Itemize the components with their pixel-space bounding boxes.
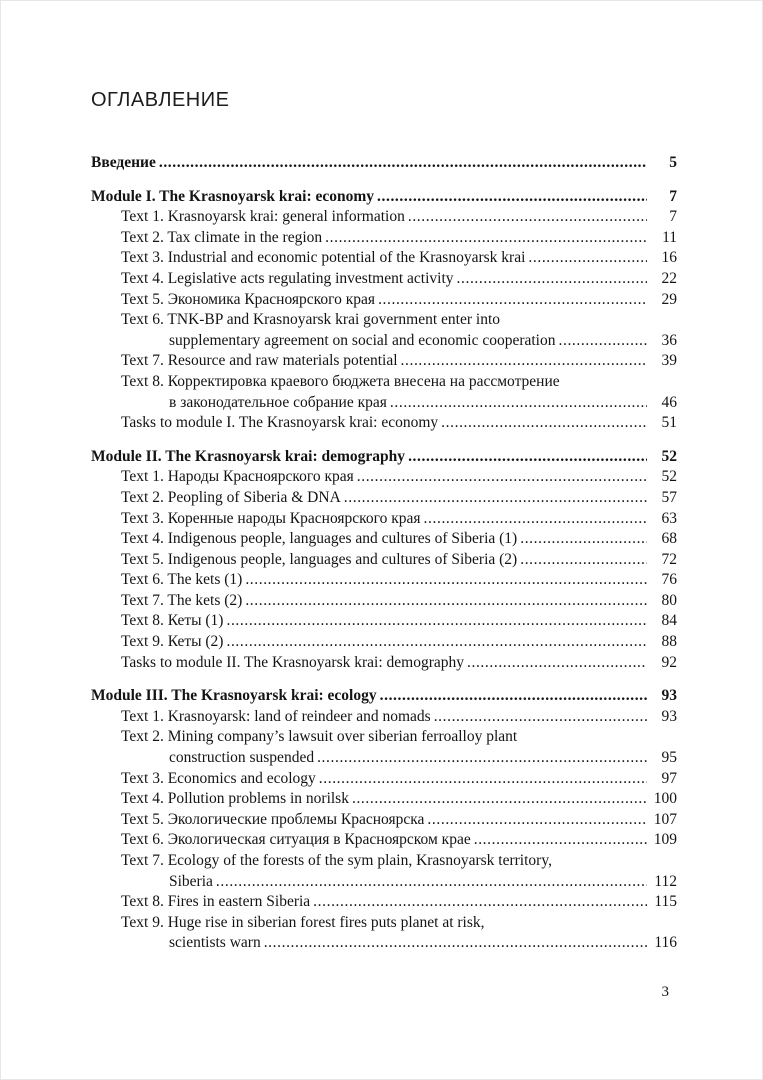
toc-row (91, 351, 677, 372)
toc-page-number: 68 (661, 530, 677, 548)
dot-leader (380, 686, 647, 707)
toc-row (91, 310, 677, 331)
toc-entry-text: Text 4. Indigenous people, languages and cultures of Siberia (1) (121, 530, 518, 548)
dot-leader (357, 467, 647, 488)
toc-entry-text: Text 8. Корректировка краевого бюджета внесена на рассмотрение (121, 372, 560, 390)
toc-entry-text: Text 3. Коренные народы Красноярского края (121, 509, 421, 527)
toc-row (91, 872, 677, 893)
toc-page-number: 46 (661, 393, 677, 411)
dot-leader (528, 248, 647, 269)
toc-row (91, 290, 677, 311)
dot-leader (408, 207, 647, 228)
toc-page-number: 115 (654, 893, 677, 911)
footer-page-number: 3 (661, 984, 669, 1000)
toc-page-number: 116 (654, 934, 677, 952)
toc-row (91, 892, 677, 913)
toc-row (91, 187, 677, 208)
toc-list (91, 153, 677, 954)
dot-leader (408, 447, 647, 468)
dot-leader (245, 570, 647, 591)
toc-entry-text: Text 5. Экологические проблемы Красноярска (121, 810, 425, 828)
dot-leader (520, 529, 647, 550)
toc-row (91, 228, 677, 249)
toc-page-number: 52 (661, 468, 677, 486)
dot-leader (427, 810, 647, 831)
toc-row (91, 488, 677, 509)
toc-row (91, 447, 677, 468)
dot-leader (424, 509, 647, 530)
toc-row (91, 653, 677, 674)
toc-entry-text: Text 8. Fires in eastern Siberia (121, 893, 311, 911)
toc-page-number: 7 (669, 187, 677, 205)
toc-page-number: 63 (661, 509, 677, 527)
dot-leader (441, 413, 647, 434)
toc-row (91, 248, 677, 269)
toc-entry-text: Text 5. Indigenous people, languages and cultures of Siberia (2) (121, 550, 518, 568)
dot-leader (377, 187, 647, 208)
toc-row (91, 769, 677, 790)
toc-page-number: 92 (661, 653, 677, 671)
toc-row (91, 851, 677, 872)
dot-leader (378, 290, 647, 311)
dot-leader (245, 591, 647, 612)
dot-leader (352, 789, 647, 810)
toc-row (91, 913, 677, 934)
toc-page-number: 36 (661, 331, 677, 349)
toc-row (91, 570, 677, 591)
dot-leader (317, 748, 647, 769)
dot-leader (226, 611, 647, 632)
toc-entry-text: Text 6. TNK-BP and Krasnoyarsk krai government enter into (121, 311, 501, 329)
toc-entry-text: Text 5. Экономика Красноярского края (121, 290, 376, 308)
dot-leader (401, 351, 647, 372)
toc-entry-text: Text 4. Pollution problems in norilsk (121, 790, 349, 808)
toc-entry-text: Text 7. Resource and raw materials potential (121, 352, 398, 370)
toc-row (91, 372, 677, 393)
toc-page-number: 16 (661, 249, 677, 267)
toc-page-number: 95 (661, 749, 677, 767)
toc-page-number: 5 (669, 154, 677, 171)
toc-entry-text: Text 2. Tax climate in the region (121, 228, 323, 246)
toc-entry-text: Text 6. The kets (1) (121, 571, 243, 589)
page-title: ОГЛАВЛЕНИЕ (91, 89, 230, 111)
toc-row (91, 810, 677, 831)
toc-row (91, 509, 677, 530)
toc-page-number: 88 (661, 633, 677, 651)
toc-entry-text: Tasks to module I. The Krasnoyarsk krai: economy (121, 414, 439, 432)
toc-entry-text: Text 2. Peopling of Siberia & DNA (121, 488, 341, 506)
toc-row (91, 413, 677, 434)
toc-row (91, 686, 677, 707)
toc-row (91, 707, 677, 728)
toc-entry-text: Text 9. Кеты (2) (121, 633, 224, 651)
dot-leader (467, 653, 647, 674)
toc-page-number: 39 (661, 352, 677, 370)
toc-row (91, 207, 677, 228)
toc-entry-text: Text 1. Krasnoyarsk: land of reindeer and nomads (121, 707, 431, 725)
toc-page-number: 112 (654, 872, 677, 890)
toc-row (91, 269, 677, 290)
toc-page-number: 107 (653, 810, 677, 828)
toc-row (91, 591, 677, 612)
dot-leader (434, 707, 647, 728)
toc-row (91, 632, 677, 653)
toc-page-number: 84 (661, 612, 677, 630)
dot-leader (216, 872, 647, 893)
toc-entry-text: Text 1. Krasnoyarsk krai: general information (121, 208, 405, 226)
toc-page-number: 52 (661, 447, 677, 465)
toc-entry-text: Module II. The Krasnoyarsk krai: demography (91, 447, 406, 465)
toc-page-number: 93 (661, 687, 677, 705)
toc-page-number: 93 (661, 707, 677, 725)
toc-page-number: 51 (661, 414, 677, 432)
toc-row (91, 727, 677, 748)
toc-page-number: 76 (661, 571, 677, 589)
toc-row (91, 529, 677, 550)
toc-page-number: 72 (661, 550, 677, 568)
toc-page-number: 22 (661, 269, 677, 287)
toc-row (91, 748, 677, 769)
dot-leader (226, 632, 647, 653)
dot-leader (325, 228, 647, 249)
toc-page-number: 29 (661, 290, 677, 308)
dot-leader (390, 393, 647, 414)
toc-entry-text: в законодательное собрание края (169, 393, 387, 411)
toc-page-number: 100 (653, 790, 677, 808)
toc-page-number: 97 (661, 769, 677, 787)
dot-leader (159, 153, 647, 174)
toc-entry-text: Module I. The Krasnoyarsk krai: economy (91, 187, 375, 205)
toc-entry-text: Text 3. Economics and ecology (121, 769, 316, 787)
toc-row (91, 830, 677, 851)
toc-row (91, 393, 677, 414)
toc-row (91, 153, 677, 174)
toc-entry-text: Text 7. Ecology of the forests of the sym plain, Krasnoyarsk territory, (121, 852, 552, 869)
dot-leader (457, 269, 647, 290)
toc-entry-text: Module III. The Krasnoyarsk krai: ecology (91, 687, 377, 705)
toc-entry-text: Введение (91, 154, 156, 171)
toc-row (91, 611, 677, 632)
toc-entry-text: Text 1. Народы Красноярского края (121, 468, 354, 486)
toc-entry-text: Siberia (169, 872, 213, 890)
toc-entry-text: scientists warn (169, 934, 261, 952)
toc-entry-text: Text 9. Huge rise in siberian forest fires puts planet at risk, (121, 913, 485, 931)
dot-leader (520, 550, 647, 571)
toc-entry-text: Text 3. Industrial and economic potential of the Krasnoyarsk krai (121, 249, 526, 267)
toc-row (91, 467, 677, 488)
toc-page-number: 11 (662, 228, 677, 246)
toc-page-number: 80 (661, 591, 677, 609)
toc-entry-text: construction suspended (169, 749, 315, 767)
toc-page-number: 7 (669, 208, 677, 226)
dot-leader (264, 933, 647, 954)
dot-leader (319, 769, 647, 790)
toc-row (91, 789, 677, 810)
toc-entry-text: Text 4. Legislative acts regulating investment activity (121, 269, 454, 287)
toc-entry-text: Text 7. The kets (2) (121, 591, 243, 609)
toc-page-number: 109 (653, 831, 677, 849)
toc-row (91, 933, 677, 954)
toc-page-number: 57 (661, 488, 677, 506)
toc-row (91, 550, 677, 571)
toc-entry-text: supplementary agreement on social and economic cooperation (169, 331, 556, 349)
dot-leader (344, 488, 647, 509)
toc-row (91, 331, 677, 352)
dot-leader (474, 830, 647, 851)
dot-leader (559, 331, 648, 352)
toc-entry-text: Text 6. Экологическая ситуация в Красноярском крае (121, 831, 471, 849)
toc-entry-text: Text 8. Кеты (1) (121, 612, 224, 630)
toc-entry-text: Tasks to module II. The Krasnoyarsk krai: demography (121, 653, 464, 671)
dot-leader (313, 892, 647, 913)
toc-entry-text: Text 2. Mining company’s lawsuit over siberian ferroalloy plant (121, 728, 518, 746)
